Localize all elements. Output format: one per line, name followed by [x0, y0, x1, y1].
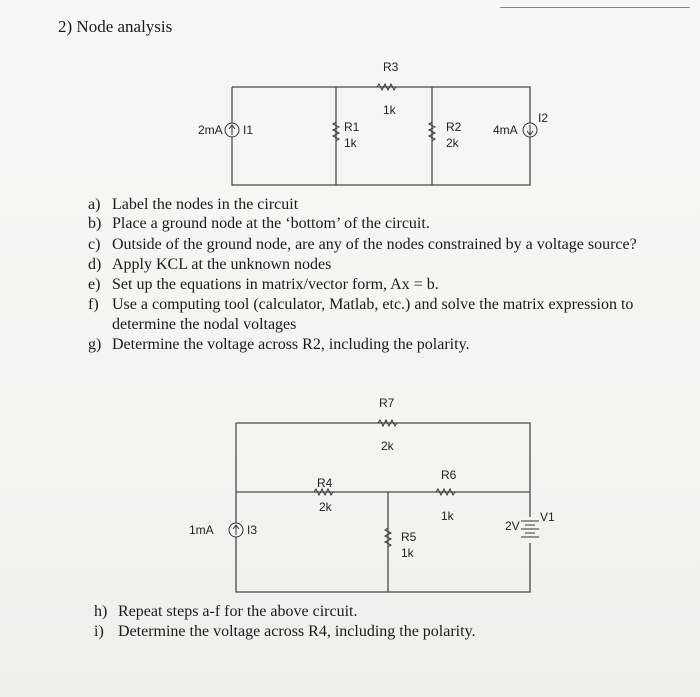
c2-i3-name: I3: [247, 523, 258, 537]
c2-r4-name: R4: [317, 476, 333, 490]
c1-i2-value: 4mA: [493, 123, 518, 137]
question-h: h) Repeat steps a-f for the above circuit.: [94, 603, 358, 620]
c2-r6-name: R6: [441, 468, 457, 482]
question-b: b) Place a ground node at the ‘bottom’ of the circuit.: [88, 215, 430, 232]
question-d: d) Apply KCL at the unknown nodes: [88, 256, 332, 273]
question-i: i) Determine the voltage across R4, including the polarity.: [94, 623, 476, 640]
question-g: g) Determine the voltage across R2, including the polarity.: [88, 336, 470, 353]
question-f-cont: determine the nodal voltages: [112, 316, 297, 333]
c1-i1-name: I1: [243, 123, 254, 137]
c1-r2-name: R2: [446, 120, 462, 134]
question-c: c) Outside of the ground node, are any of the nodes constrained by a voltage source?: [88, 236, 637, 253]
question-f: f) Use a computing tool (calculator, Matlab, etc.) and solve the matrix expression to: [88, 296, 634, 313]
c2-v1-value: 2V: [505, 519, 520, 533]
c2-v1-name: V1: [540, 510, 555, 524]
c2-r4-value: 2k: [319, 500, 332, 514]
c2-v1-battery-icon: [521, 517, 539, 543]
c1-r3-name: R3: [383, 60, 399, 74]
c1-r2-value: 2k: [446, 136, 459, 150]
c2-r5-value: 1k: [401, 546, 414, 560]
c2-i3-source-icon: [229, 523, 243, 537]
c2-r5-name: R5: [401, 530, 417, 544]
c1-i2-name: I2: [538, 111, 549, 125]
c1-i1-value: 2mA: [198, 123, 223, 137]
page-title: 2) Node analysis: [58, 17, 173, 36]
c2-r7-value: 2k: [381, 439, 394, 453]
c1-r1-name: R1: [344, 120, 360, 134]
question-e: e) Set up the equations in matrix/vector form, Ax = b.: [88, 276, 439, 293]
c2-i3-value: 1mA: [189, 523, 214, 537]
c1-r3-value: 1k: [383, 103, 396, 117]
c1-r1-value: 1k: [344, 136, 357, 150]
c2-r7-name: R7: [379, 396, 395, 410]
question-a: a) Label the nodes in the circuit: [88, 196, 299, 213]
c2-r6-value: 1k: [441, 509, 454, 523]
